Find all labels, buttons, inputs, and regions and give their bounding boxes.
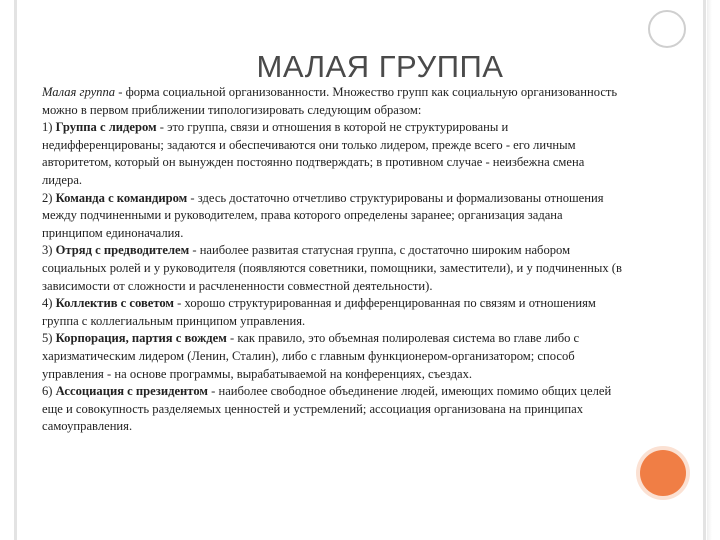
item-text: - это группа, связи и отношения в которой не структурированы и недифференцированы; задаются и обеспечиваются они только лидером, прежде всего - его личным авторитетом, который он вынужден постоянно подтверждать; в противном случае - неизбежна смена лидера. xyxy=(42,120,585,187)
item-heading: Отряд с предводителем xyxy=(55,243,190,258)
intro-term: Малая группа xyxy=(42,85,116,99)
item-heading: Корпорация, партия с вождем xyxy=(55,331,227,346)
decorative-circle-orange xyxy=(640,450,686,496)
item-number: 1) xyxy=(42,120,56,135)
list-item xyxy=(42,242,624,295)
item-text: - как правило, это объемная полиролевая система во главе либо с харизматическим лидером (Ленин, Сталин), либо с главным функционером-организатором; способ управления - на основе программы, вырабатываемой на конференциях, съездах. xyxy=(42,331,580,381)
item-heading: Команда с командиром xyxy=(55,190,188,205)
slide-body xyxy=(42,84,624,436)
decorative-circle-outline xyxy=(648,10,686,48)
list-item xyxy=(42,190,624,243)
item-text: - наиболее свободное объединение людей, имеющих помимо общих целей еще и совокупность разделяемых ценностей и устремлений; ассоциация организована на принципах самоуправления. xyxy=(42,384,612,434)
item-number: 6) xyxy=(42,384,56,399)
item-number: 2) xyxy=(42,190,56,205)
list-item xyxy=(42,383,624,436)
item-heading: Коллектив с советом xyxy=(55,296,175,311)
item-text: - наиболее развитая статусная группа, с достаточно широким набором социальных ролей и у руководителя (появляются советники, помощники, заместители), и у подчиненных (в зависимости от сложности и расчлененности совместной деятельности). xyxy=(42,243,622,293)
item-text: - здесь достаточно отчетливо структурированы и формализованы отношения между подчиненными и руководителем, права которого определены заранее; организация задана принципом единоначалия. xyxy=(42,190,604,240)
item-number: 5) xyxy=(42,331,56,346)
intro-paragraph xyxy=(42,84,624,119)
item-text: - хорошо структурированная и дифференцированная по связям и отношениям группа с коллегиальным принципом управления. xyxy=(42,296,596,328)
list-item xyxy=(42,119,624,189)
intro-text: - форма социальной организованности. Множество групп как социальную организованность можно в первом приближении типологизировать следующим образом: xyxy=(42,85,618,117)
slide-title: МАЛАЯ ГРУППА xyxy=(256,48,504,84)
item-heading: Ассоциация с президентом xyxy=(55,384,208,399)
list-item xyxy=(42,295,624,330)
item-number: 3) xyxy=(42,243,56,258)
item-heading: Группа с лидером xyxy=(55,120,157,135)
list-item xyxy=(42,330,624,383)
item-number: 4) xyxy=(42,296,56,311)
